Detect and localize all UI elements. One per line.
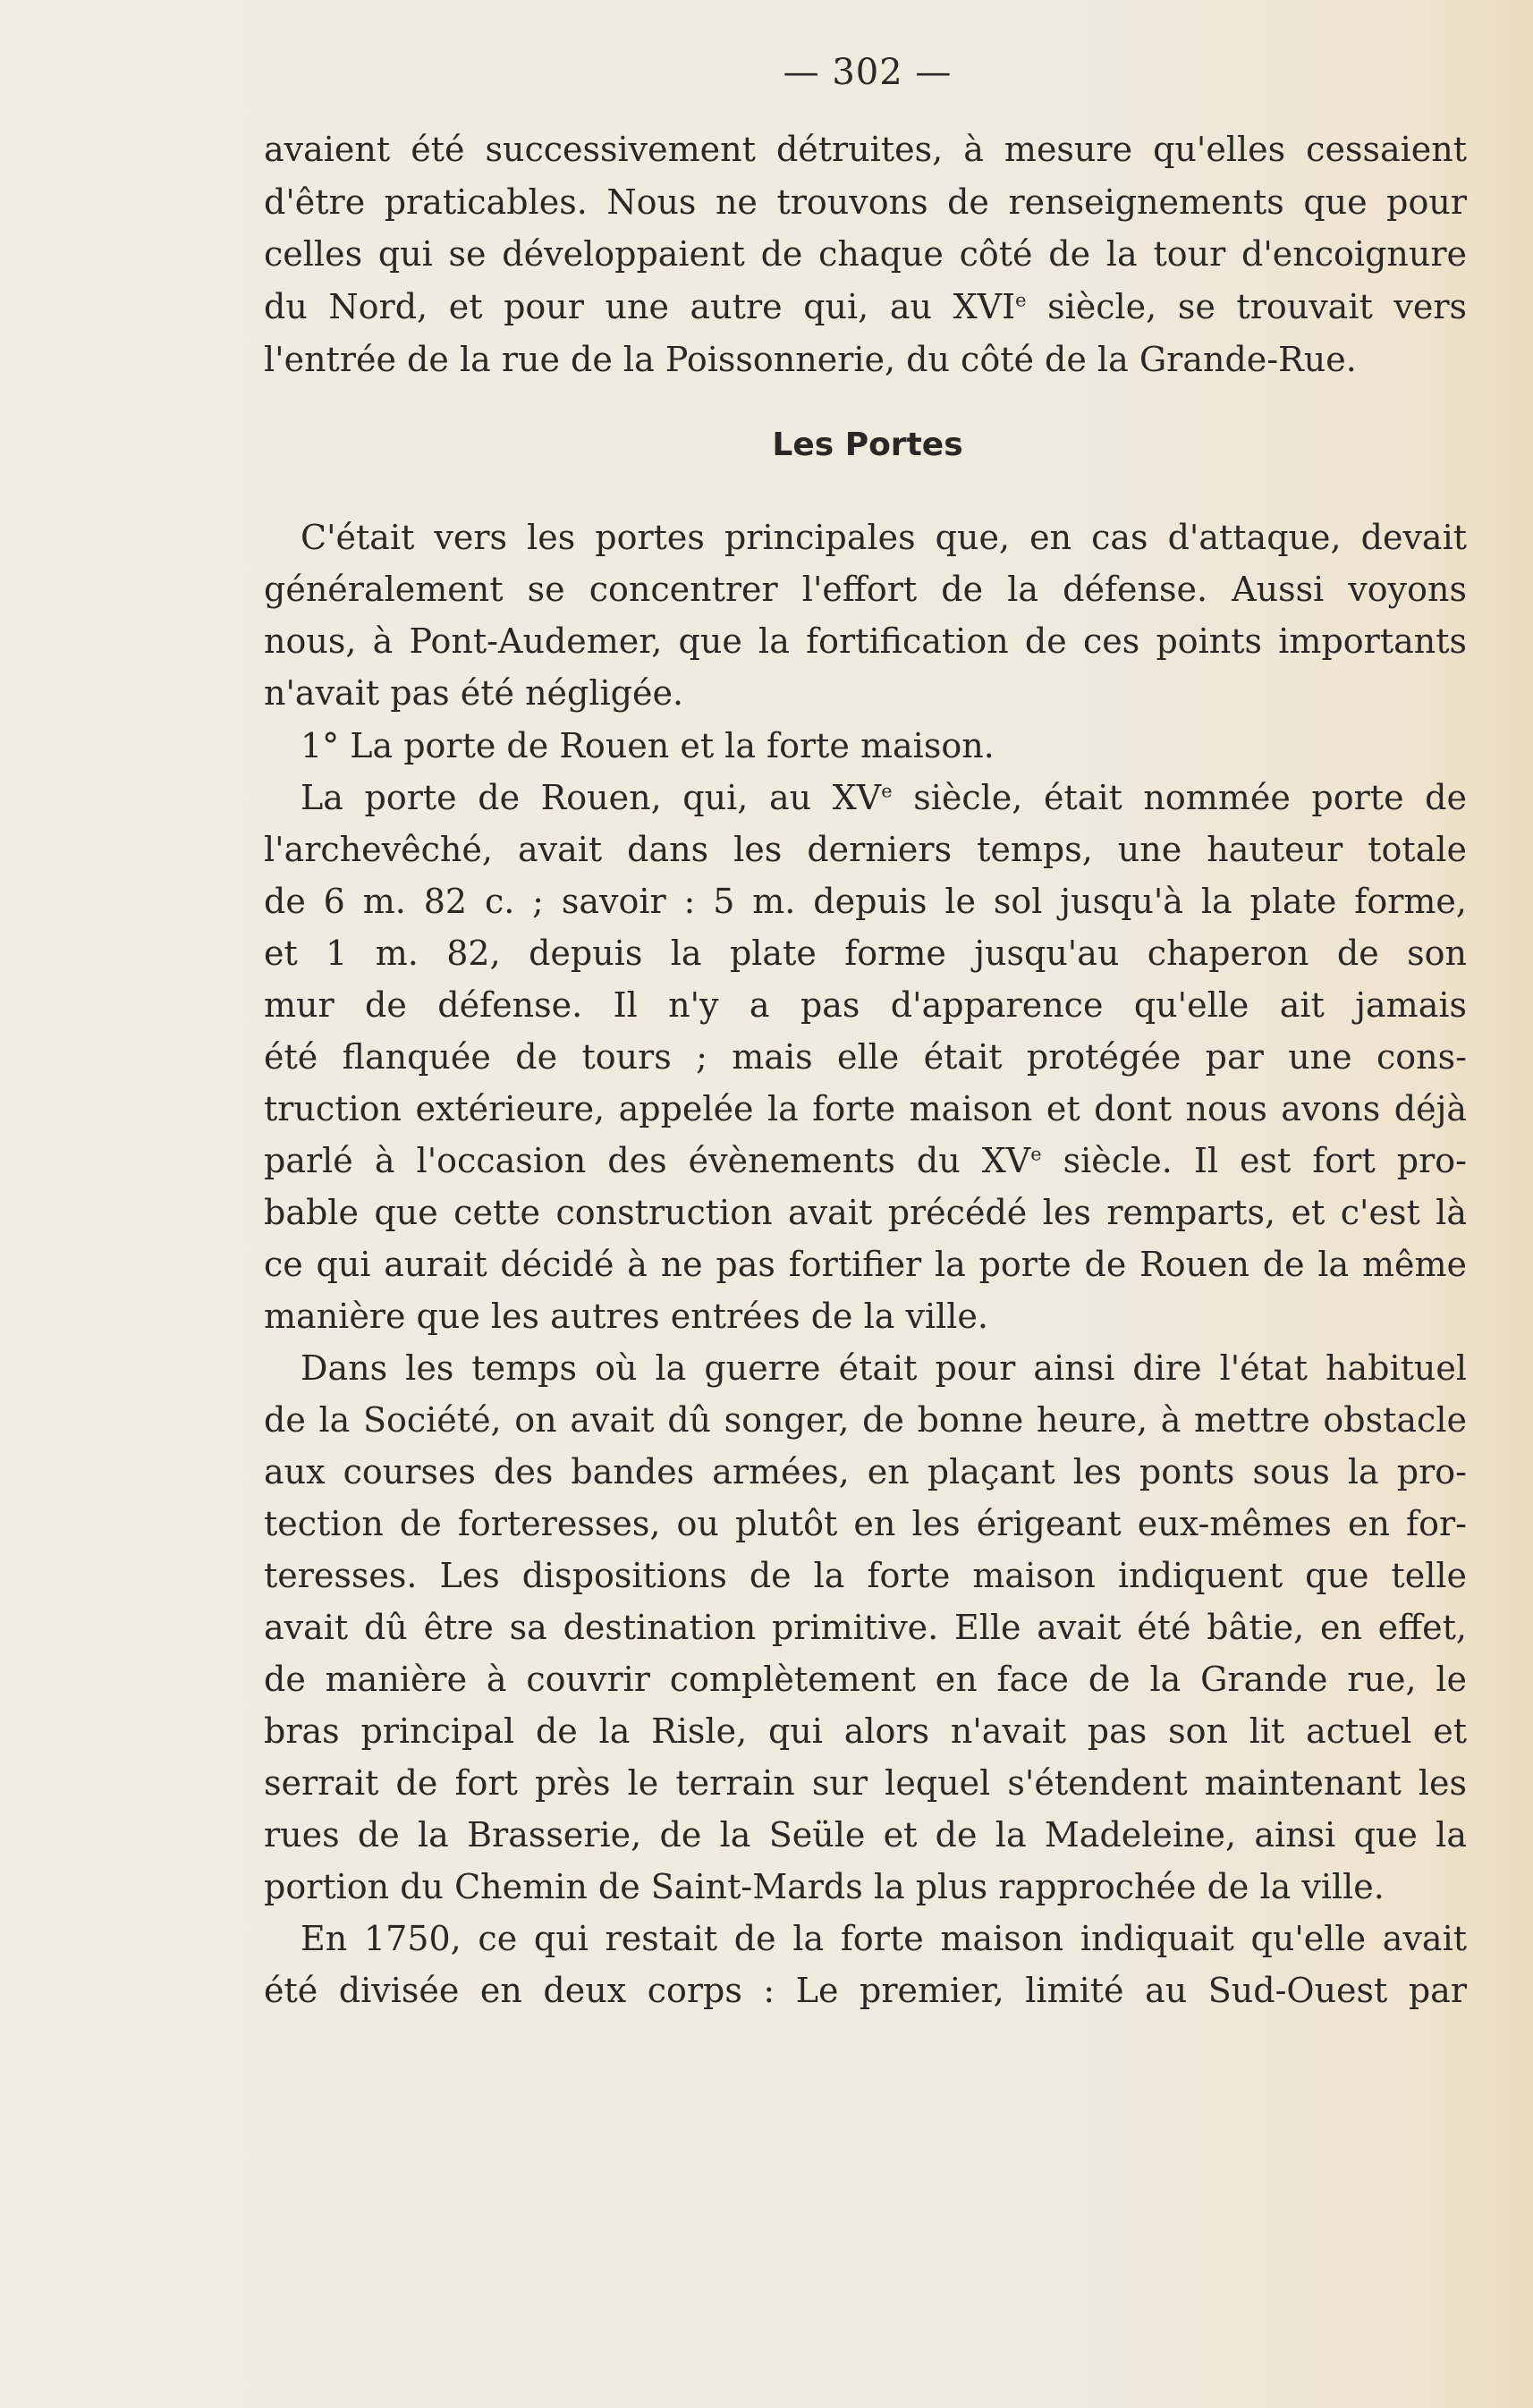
- text-line: [264, 1400, 1467, 1440]
- text-line-content: bable que cette construction avait précédé les remparts, et c'est là: [264, 1193, 1467, 1232]
- text-line-content: parlé à l'occasion des évènements du XV: [264, 1141, 1031, 1180]
- superscript: e: [881, 780, 893, 802]
- text-line-content: nous, à Pont-Audemer, que la fortification de ces points importants: [264, 621, 1467, 661]
- text-line: [264, 934, 1467, 973]
- text-line: [264, 1867, 1467, 1906]
- text-line: [264, 182, 1467, 222]
- text-line-continuation: siècle, se trouvait vers: [1026, 287, 1467, 326]
- text-line-continuation: siècle. Il est fort pro-: [1041, 1141, 1467, 1180]
- text-line: [264, 234, 1467, 274]
- text-line-content: tection de forteresses, ou plutôt en les érigeant eux-mêmes en for-: [264, 1504, 1467, 1543]
- text-line-content: du Nord, et pour une autre qui, au XVI: [264, 287, 1016, 326]
- text-line-content: portion du Chemin de Saint-Mards la plus rapprochée de la ville.: [264, 1867, 1385, 1906]
- text-line-content: été flanquée de tours ; mais elle était protégée par une cons-: [264, 1037, 1467, 1077]
- text-line-content: celles qui se développaient de chaque côté de la tour d'encoignure: [264, 234, 1467, 274]
- text-line: [264, 340, 1467, 379]
- text-line-content: rues de la Brasserie, de la Seüle et de la Madeleine, ainsi que la: [264, 1815, 1467, 1855]
- text-line: [264, 1297, 1467, 1336]
- text-line: [301, 1919, 1467, 1958]
- text-line: [264, 1971, 1467, 2010]
- text-line-content: C'était vers les portes principales que, en cas d'attaque, devait: [301, 518, 1467, 557]
- text-line: [264, 1660, 1467, 1699]
- superscript: e: [1015, 289, 1027, 311]
- text-line-content: n'avait pas été négligée.: [264, 673, 684, 713]
- text-line: [264, 985, 1467, 1025]
- text-line: [264, 1245, 1467, 1284]
- text-line-content: été divisée en deux corps : Le premier, limité au Sud-Ouest par: [264, 1971, 1467, 2010]
- text-line-content: généralement se concentrer l'effort de la défense. Aussi voyons: [264, 570, 1467, 609]
- text-line-content: de 6 m. 82 c. ; savoir : 5 m. depuis le sol jusqu'à la plate forme,: [264, 882, 1467, 921]
- page-number: — 302 —: [783, 52, 953, 93]
- text-line: [301, 518, 1467, 557]
- text-line: [264, 1556, 1467, 1595]
- text-line-content: ce qui aurait décidé à ne pas fortifier la porte de Rouen de la même: [264, 1245, 1467, 1284]
- text-line-content: En 1750, ce qui restait de la forte maison indiquait qu'elle avait: [301, 1919, 1467, 1958]
- text-line-content: aux courses des bandes armées, en plaçant les ponts sous la pro-: [264, 1452, 1467, 1491]
- text-line: [264, 673, 1467, 713]
- text-line: [264, 1452, 1467, 1491]
- text-line: [264, 1815, 1467, 1855]
- text-line: [264, 287, 1467, 326]
- text-line-content: La porte de Rouen, qui, au XV: [301, 778, 882, 817]
- text-line: [301, 726, 1467, 765]
- text-line-content: de la Société, on avait dû songer, de bonne heure, à mettre obstacle: [264, 1400, 1467, 1440]
- text-line-content: Dans les temps où la guerre était pour ainsi dire l'état habituel: [301, 1348, 1467, 1388]
- superscript: e: [1030, 1143, 1042, 1165]
- text-line: [264, 1711, 1467, 1751]
- text-line: [264, 882, 1467, 921]
- text-line-content: bras principal de la Risle, qui alors n'avait pas son lit actuel et: [264, 1711, 1467, 1751]
- text-line: [264, 570, 1467, 609]
- text-line-continuation: siècle, était nommée porte de: [892, 778, 1467, 817]
- text-line: [264, 1037, 1467, 1077]
- text-line: [264, 1763, 1467, 1803]
- text-line: [264, 621, 1467, 661]
- text-line: [264, 130, 1467, 169]
- text-line-content: mur de défense. Il n'y a pas d'apparence qu'elle ait jamais: [264, 985, 1467, 1025]
- text-line: [264, 1504, 1467, 1543]
- text-line-content: l'archevêché, avait dans les derniers temps, une hauteur totale: [264, 830, 1467, 869]
- text-line-content: teresses. Les dispositions de la forte maison indiquent que telle: [264, 1556, 1467, 1595]
- text-line: [264, 830, 1467, 869]
- text-line: [264, 1089, 1467, 1128]
- text-line-content: l'entrée de la rue de la Poissonnerie, du côté de la Grande-Rue.: [264, 340, 1357, 379]
- text-line: [301, 1348, 1467, 1388]
- text-line-content: et 1 m. 82, depuis la plate forme jusqu'au chaperon de son: [264, 934, 1467, 973]
- text-line: [264, 1193, 1467, 1232]
- text-line-content: 1° La porte de Rouen et la forte maison.: [301, 726, 995, 765]
- text-line-content: truction extérieure, appelée la forte maison et dont nous avons déjà: [264, 1089, 1467, 1128]
- text-line-content: de manière à couvrir complètement en face de la Grande rue, le: [264, 1660, 1467, 1699]
- text-line: [264, 1141, 1467, 1180]
- text-line-content: avait dû être sa destination primitive. Elle avait été bâtie, en effet,: [264, 1608, 1467, 1647]
- section-heading: Les Portes: [772, 427, 963, 463]
- text-line-content: manière que les autres entrées de la ville.: [264, 1297, 988, 1336]
- text-line-content: serrait de fort près le terrain sur lequel s'étendent maintenant les: [264, 1763, 1467, 1803]
- text-line-content: d'être praticables. Nous ne trouvons de renseignements que pour: [264, 182, 1467, 222]
- text-line: [301, 778, 1467, 817]
- text-line: [264, 1608, 1467, 1647]
- text-line-content: avaient été successivement détruites, à mesure qu'elles cessaient: [264, 130, 1467, 169]
